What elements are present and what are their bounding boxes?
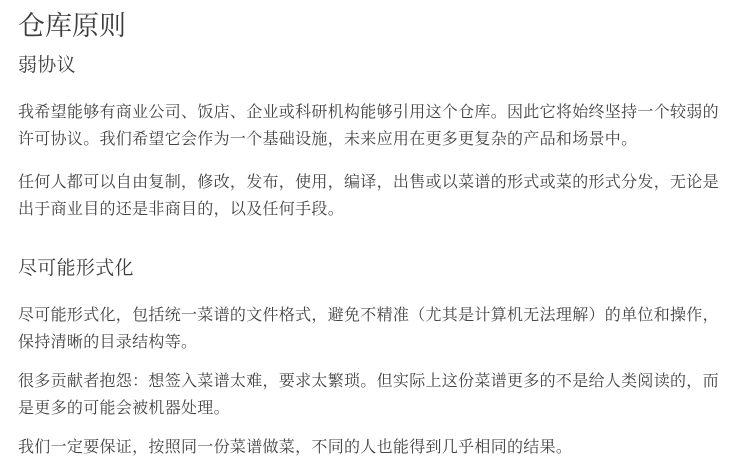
paragraph-license-intent (18, 99, 717, 153)
paragraph-contributor-complaints (18, 368, 717, 422)
text-line: 尽可能形式化，包括统一菜谱的文件格式，避免不精准（尤其是计算机无法理解）的单位和操作， (18, 307, 719, 324)
text-line: 任何人都可以自由复制，修改，发布，使用，编译，出售或以菜谱的形式或菜的形式分发，无论是 (18, 174, 719, 191)
page-title: 仓库原则 (18, 11, 126, 41)
text-line: 很多贡献者抱怨：想签入菜谱太难，要求太繁琐。但实际上这份菜谱更多的不是给人类阅读的，而 (18, 373, 719, 390)
text-line: 我们一定要保证，按照同一份菜谱做菜，不同的人也能得到几乎相同的结果。 (18, 439, 573, 456)
paragraph-reproducibility-guarantee (18, 434, 717, 461)
section-heading-weak-license: 弱协议 (18, 55, 76, 76)
paragraph-free-use (18, 169, 717, 223)
text-line: 是更多的可能会被机器处理。 (18, 400, 230, 417)
text-line: 出于商业目的还是非商目的，以及任何手段。 (18, 201, 345, 218)
text-line: 保持清晰的目录结构等。 (18, 334, 198, 351)
section-heading-formalization: 尽可能形式化 (18, 258, 134, 279)
text-line: 许可协议。我们希望它会作为一个基础设施，未来应用在更多更复杂的产品和场景中。 (18, 131, 638, 148)
paragraph-formalization-goals (18, 302, 717, 356)
text-line: 我希望能够有商业公司、饭店、企业或科研机构能够引用这个仓库。因此它将始终坚持一个较弱的 (18, 104, 719, 121)
